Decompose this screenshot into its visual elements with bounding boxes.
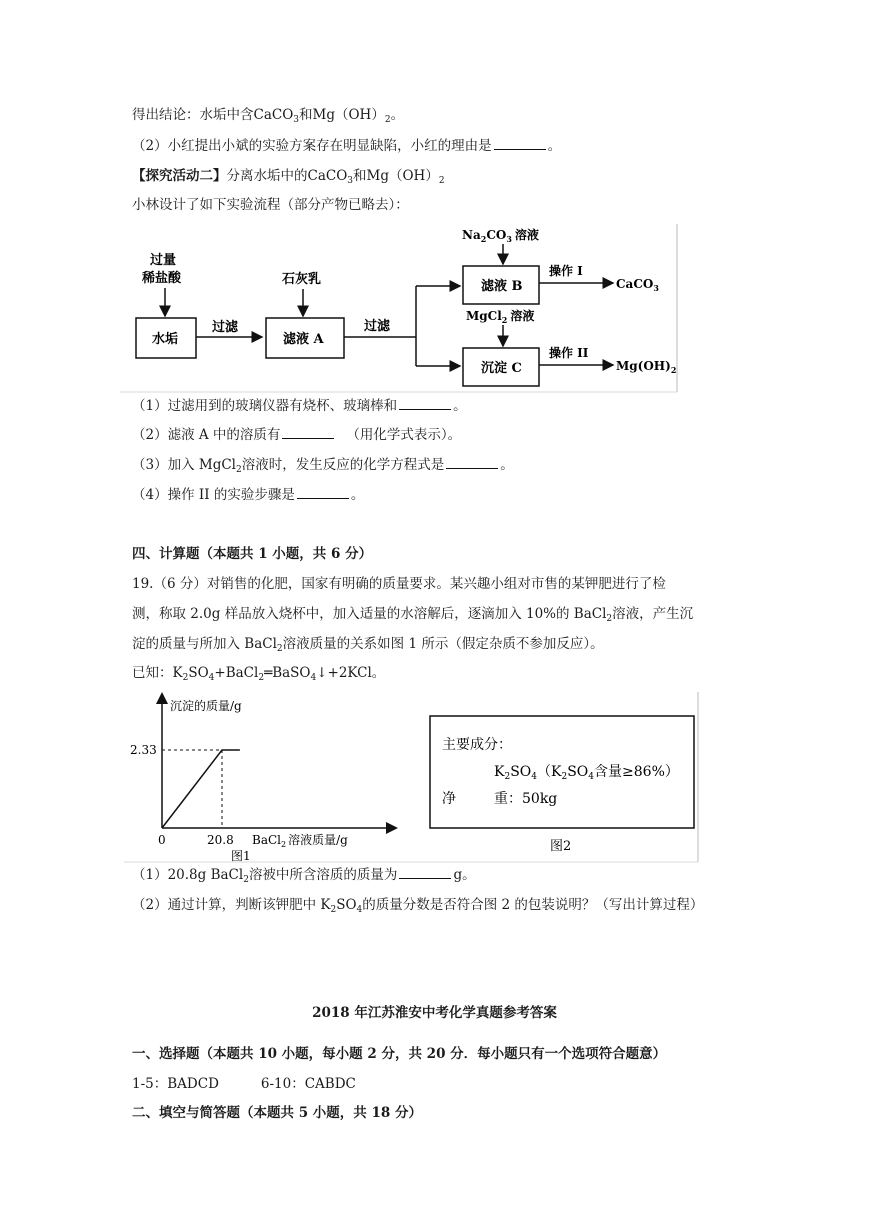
- problem-19-line-3a: 淀的质量与所加入 BaCl: [132, 636, 277, 652]
- conclusion-end: 。: [390, 107, 405, 123]
- design-text: 小林设计了如下实验流程（部分产物已略去）：: [132, 197, 409, 213]
- figure-2-label: [430, 716, 694, 854]
- problem-19-line-3: 淀的质量与所加入 BaCl$_2$溶液质量的关系如图 1 所示（假定杂质不参加反应）。: [132, 636, 604, 654]
- known-e: ↓+2KCl。: [316, 665, 386, 681]
- sub-question-1a: （1）20.8g BaCl: [132, 867, 244, 883]
- excess-label: 过量: [150, 253, 177, 268]
- answer-blank: [494, 137, 546, 150]
- activity-2-text: 分离水垢中的: [226, 168, 308, 184]
- flow-question-1-end: 。: [453, 398, 467, 414]
- answers-section-2: 二、填空与简答题（本题共 5 小题，共 18 分）: [132, 1105, 422, 1121]
- activity-2-line: 【探究活动二】分离水垢中的CaCO$_3$和$Mg(OH)_2$: [132, 168, 445, 186]
- problem-19-line-1: 19.（6 分）对销售的化肥，国家有明确的质量要求。某兴趣小组对市售的某钾肥进行了检: [132, 576, 666, 592]
- x-axis-label: BaCl$_2$ 溶液质量/g: [252, 833, 348, 849]
- sub-question-1: （1）20.8g BaCl$_2$溶被中所含溶质的质量为 g。: [132, 867, 476, 885]
- activity-2-and: 和: [353, 168, 367, 184]
- y-axis-label: 沉淀的质量/g: [170, 699, 242, 713]
- caco3-product-label: CaCO$_3$: [616, 277, 659, 293]
- main-component-label: 主要成分：: [442, 737, 512, 753]
- net-weight-label: 净: [442, 791, 456, 807]
- flow-question-4-text: （4）操作 II 的实验步骤是: [132, 487, 295, 503]
- problem-19-line-2b: 溶液，产生沉: [612, 606, 694, 622]
- question-2-end: 。: [547, 138, 562, 154]
- figure-1-chart: [130, 698, 392, 863]
- conclusion-caco3: CaCO: [253, 107, 294, 123]
- known-equation: 已知：$K_2SO_4+BaCl_2═BaSO_4↓+2KCl$。: [132, 665, 386, 683]
- figure-2-caption: 图2: [550, 839, 572, 854]
- flow-question-3: （3）加入 MgCl$_2$溶液时，发生反应的化学方程式是 。: [132, 457, 514, 475]
- answers-row: [132, 1075, 356, 1093]
- known-d: ═BaSO: [264, 665, 311, 681]
- flowchart: [120, 222, 685, 394]
- question-2-line: [132, 137, 561, 155]
- question-2-text: （2）小红提出小斌的实验方案存在明显缺陷，小红的理由是: [132, 138, 492, 154]
- sub-question-1-end: g。: [453, 867, 476, 883]
- filter-1-label: 过滤: [212, 320, 239, 335]
- conclusion-text: 得出结论：水垢中含: [132, 107, 254, 123]
- design-line: [132, 196, 409, 214]
- flow-question-2: [132, 426, 461, 444]
- flow-question-3-end: 。: [500, 457, 514, 473]
- flow-question-3-prefix: （3）加入 MgCl: [132, 457, 236, 473]
- answers-section-1: 一、选择题（本题共 10 小题，每小题 2 分，共 20 分．每小题只有一个选项符合题意）: [132, 1046, 667, 1062]
- mgcl2-label: MgCl$_2$ 溶液: [466, 309, 535, 325]
- section-4-heading: 四、计算题（本题共 1 小题，共 6 分）: [132, 546, 373, 562]
- flow-question-2-end: （用化学式表示）。: [346, 427, 462, 443]
- known-a: 已知：K: [132, 665, 183, 681]
- problem-19-line-2: 测，称取 2.0g 样品放入烧杯中，加入适量的水溶解后，逐滴加入 10%的 BaCl$_2$溶液，产生沉: [132, 606, 694, 624]
- answers-6-10: 6-10：CABDC: [260, 1076, 356, 1092]
- net-weight-value: 重：50kg: [494, 791, 558, 807]
- flow-question-1-text: （1）过滤用到的玻璃仪器有烧杯、玻璃棒和: [132, 398, 398, 414]
- sub-question-2c: 的质量分数是否符合图 2 的包装说明？（写出计算过程）: [362, 897, 704, 913]
- sub-question-2a: （2）通过计算，判断该钾肥中 K: [132, 897, 331, 913]
- scale-label: 水垢: [152, 332, 179, 347]
- operation-2-label: 操作 II: [549, 346, 589, 360]
- problem-19-line-2a: 测，称取 2.0g 样品放入烧杯中，加入适量的水溶解后，逐滴加入 10%的 BaCl: [132, 606, 607, 622]
- conclusion-line: 得出结论：水垢中含CaCO$_3$和$Mg(OH)_2$。: [132, 107, 405, 125]
- known-c: +BaCl: [214, 665, 259, 681]
- origin-label: 0: [158, 833, 166, 847]
- figures-area: [124, 690, 702, 865]
- answer-blank: [399, 397, 451, 410]
- precipitate-c-label: 沉淀 C: [481, 361, 522, 376]
- mgoh2-product-label: $Mg(OH)_2$: [616, 359, 677, 375]
- answer-blank: [399, 866, 451, 879]
- conclusion-mgoh2: Mg（OH）: [312, 107, 385, 123]
- conclusion-and: 和: [299, 107, 313, 123]
- sub-question-1b: 溶被中所含溶质的质量为: [248, 867, 398, 883]
- activity-2-caco3: CaCO: [307, 168, 348, 184]
- answer-blank: [446, 456, 498, 469]
- lime-milk-label: 石灰乳: [282, 272, 322, 287]
- answers-title: 2018 年江苏淮安中考化学真题参考答案: [312, 1005, 557, 1021]
- activity-2-mgoh2: Mg（OH）: [366, 168, 439, 184]
- x-tick-label: 20.8: [207, 833, 234, 847]
- answer-blank: [297, 486, 349, 499]
- known-b: SO: [188, 665, 209, 681]
- flow-question-4: [132, 486, 364, 504]
- filtrate-a-label: 滤液 A: [283, 332, 324, 347]
- problem-19-line-3b: 溶液质量的关系如图 1 所示（假定杂质不参加反应）。: [282, 636, 604, 652]
- sub-question-2b: SO: [336, 897, 357, 913]
- na2co3-label: $Na_2CO_3$ 溶液: [462, 228, 539, 244]
- answer-blank: [282, 426, 334, 439]
- data-series-line: [162, 750, 240, 828]
- flow-question-2-text: （2）滤液 A 中的溶质有: [132, 427, 281, 443]
- activity-2-label: 【探究活动二】: [132, 168, 227, 184]
- dilute-hcl-label: 稀盐酸: [142, 271, 182, 286]
- figure-1-caption: 图1: [231, 849, 251, 863]
- flow-question-3-text: 溶液时，发生反应的化学方程式是: [241, 457, 445, 473]
- flow-question-1: [132, 397, 467, 415]
- filter-2-label: 过滤: [364, 319, 391, 334]
- filtrate-b-label: 滤液 B: [481, 279, 523, 294]
- y-tick-label: 2.33: [130, 743, 157, 757]
- sub-question-2: （2）通过计算，判断该钾肥中 $K_2SO_4$的质量分数是否符合图 2 的包装说明？（写出计算过程）: [132, 897, 704, 915]
- answers-1-5: 1-5：BADCD: [132, 1076, 219, 1092]
- operation-1-label: 操作 I: [549, 264, 583, 278]
- component-formula: $K_2SO_4(K_2SO_4$含量≥86%）: [494, 764, 679, 782]
- flow-question-4-end: 。: [350, 487, 365, 503]
